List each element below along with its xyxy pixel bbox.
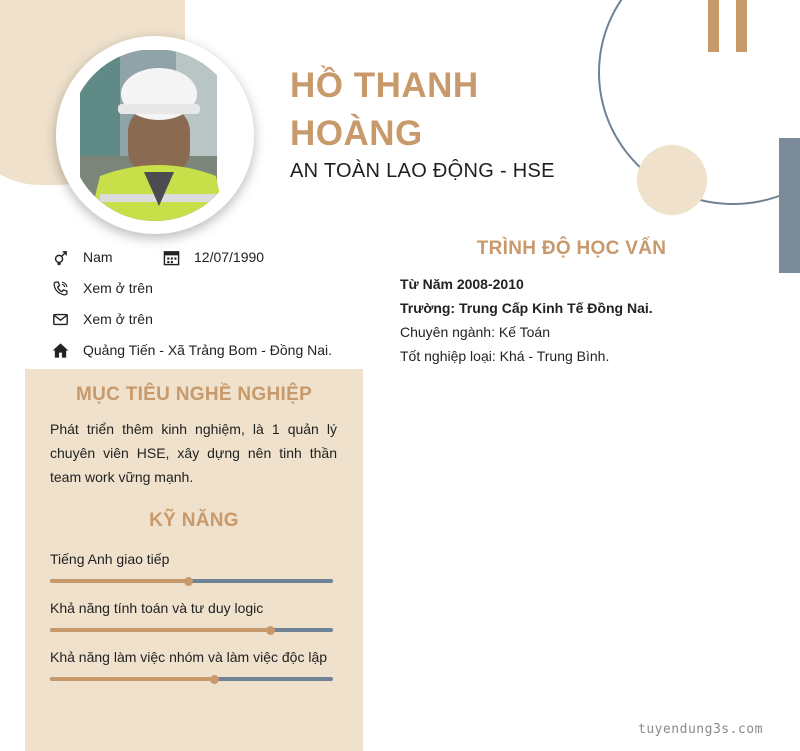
email-value: Xem ở trên (83, 311, 153, 327)
objective-title: MỤC TIÊU NGHỀ NGHIỆP (75, 384, 313, 405)
skill-bar-fill (50, 628, 271, 632)
decor-side-bar (779, 138, 800, 273)
calendar-icon (163, 249, 180, 266)
skill-bar-fill (50, 579, 189, 583)
objective-text: Phát triển thêm kinh nghiệm, là 1 quản lý chuyên viên HSE, xây dựng nên tinh thần team work vững mạnh. (50, 421, 337, 485)
phone-icon (52, 280, 69, 297)
skill-bar (50, 628, 333, 632)
decor-bar (736, 0, 747, 52)
skill-bar (50, 677, 333, 681)
gender-icon (52, 249, 69, 266)
left-panel (25, 369, 363, 751)
job-title: AN TOÀN LAO ĐỘNG - HSE (290, 160, 555, 182)
profile-photo (56, 36, 254, 234)
watermark: tuyendung3s.com (638, 722, 763, 737)
skill-bar-knob (210, 675, 219, 684)
birthdate-value: 12/07/1990 (194, 249, 265, 265)
skill-label: Khả năng tính toán và tư duy logic (50, 600, 264, 616)
education-major: Chuyên ngành: Kế Toán (400, 324, 550, 340)
address-value: Quảng Tiến - Xã Trảng Bom - Đồng Nai. (83, 342, 333, 358)
email-row (52, 308, 153, 330)
education-period: Từ Năm 2008-2010 (400, 276, 524, 292)
skill-bar (50, 579, 333, 583)
email-icon (52, 311, 69, 328)
education-school: Trường: Trung Cấp Kinh Tế Đồng Nai. (400, 300, 653, 316)
skills-title: KỸ NĂNG (149, 510, 239, 531)
phone-value: Xem ở trên (83, 280, 153, 296)
phone-row (52, 277, 153, 299)
birthdate-row (163, 246, 264, 268)
decor-dot (637, 145, 707, 215)
home-icon (52, 342, 69, 359)
gender-value: Nam (83, 249, 113, 265)
gender-row (52, 246, 113, 268)
address-row (52, 339, 332, 361)
skill-bar-knob (184, 577, 193, 586)
candidate-name: HỒ THANH HOÀNG (290, 66, 479, 153)
skill-bar-fill (50, 677, 214, 681)
skill-bar-knob (266, 626, 275, 635)
education-grade: Tốt nghiệp loại: Khá - Trung Bình. (400, 348, 610, 364)
skill-label: Tiếng Anh giao tiếp (50, 551, 170, 567)
education-title: TRÌNH ĐỘ HỌC VẤN (476, 238, 667, 259)
decor-bar (708, 0, 719, 52)
skill-label: Khả năng làm việc nhóm và làm việc độc lập (50, 649, 328, 665)
